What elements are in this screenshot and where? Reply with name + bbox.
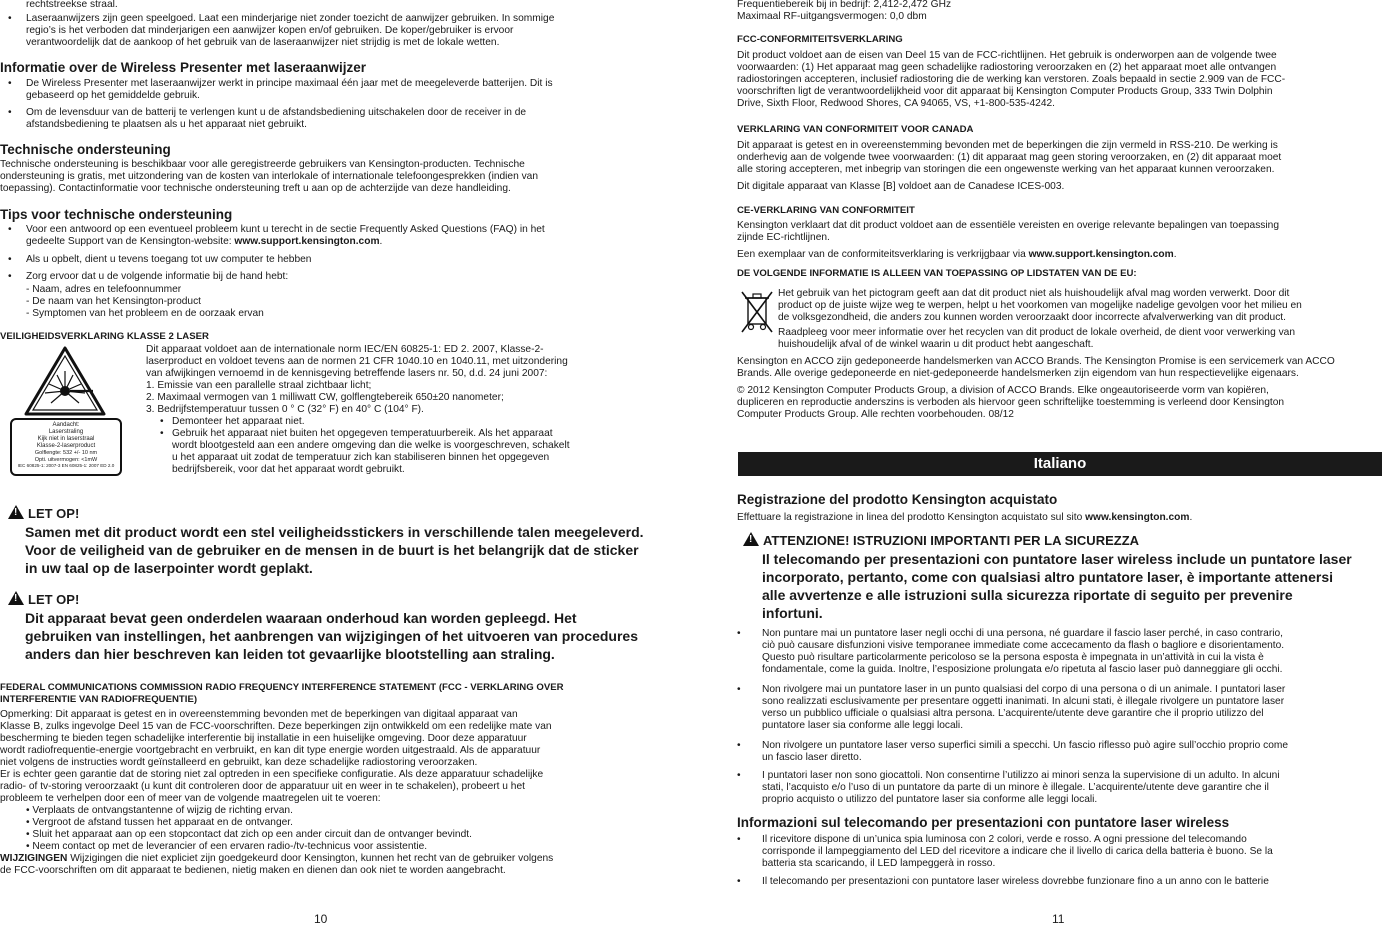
section-heading: VERKLARING VAN CONFORMITEIT VOOR CANADA [737, 124, 974, 135]
text-line: Technische ondersteuning is beschikbaar voor alle geregistreerde gebruikers van Kensington-producten. Technische [0, 159, 525, 170]
text-line: Kensington en ACCO zijn gedeponeerde handelsmerken van ACCO Brands. The Kensington Promise is een servicemerk van ACCO [737, 356, 1335, 367]
text-line: bescherming te bieden tegen schadelijke interferentie bij installatie in een huiselijke omgeving. Door deze apparatuur [0, 733, 527, 744]
text-line: De Wireless Presenter met laseraanwijzer werkt in principe maximaal één jaar met de meegeleverde batterijen. Dit is [26, 78, 553, 89]
warning-text: infortuni. [762, 605, 823, 621]
text-line: bedrijfsbereik, voor dat het apparaat wordt gebruikt. [172, 464, 405, 475]
section-heading: Technische ondersteuning [0, 142, 171, 157]
warning-text: Samen met dit product wordt een stel veiligheidsstickers in verschillende talen meegeleverd. [25, 524, 644, 540]
bullet: • [8, 78, 12, 89]
text-line: alle storing accepteren, met inbegrip van storingen die een ongewenste werking van het apparaat kunnen veroorzaken. [737, 164, 1275, 175]
bullet: • [8, 224, 12, 235]
text-line: Om de levensduur van de batterij te verlengen kunt u de afstandsbediening uitschakelen door de receiver in de [26, 107, 527, 118]
label-line: Laserstraling [48, 429, 84, 435]
section-heading: VEILIGHEIDSVERKLARING KLASSE 2 LASER [0, 331, 209, 342]
text-line: batteria sta scaricando, il LED lampeggerà in rosso. [762, 858, 996, 869]
text-span: WIJZIGINGEN [0, 853, 68, 864]
text-line: wordt radiofrequentie-energie voortgebracht en verbruikt, en kan dit type energie worden uitgestraald. Als de apparatuur [0, 745, 541, 756]
text-line: Dit apparaat voldoet aan de internationale norm IEC/EN 60825-1: ED 2. 2007, Klasse-2- [146, 344, 544, 355]
text-line: Er is echter geen garantie dat de storing niet zal optreden in een specifieke configuratie. Als deze apparatuur schadelijke [0, 769, 544, 780]
warning-title-text: ATTENZIONE! ISTRUZIONI IMPORTANTI PER LA SICUREZZA [763, 533, 1140, 548]
text-line: u het apparaat uit zodat de temperatuur zich kan stabiliseren binnen het opgegeven [172, 452, 550, 463]
text-line: Klasse B, zulks ingevolge Deel 15 van de FCC-voorschriften. Deze beperkingen zijn ontwikkeld om een redelijke mate van [0, 721, 552, 732]
text-line: Non rivolgere mai un puntatore laser in un punto qualsiasi del corpo di una persona o di un animale. I puntatori laser [762, 684, 1286, 695]
text-span: Een exemplaar van de conformiteitsverklaring is verkrijgbaar via [737, 249, 1029, 260]
laser-class-label [10, 418, 122, 476]
text-line: Drive, Sixth Floor, Redwood Shores, CA 94065, VS, +1-800-535-4242. [737, 98, 1055, 109]
text-line: fondamentale, come la guida. Inoltre, l’esposizione prolungata e/o ripetuta al fascio laser può danneggiare gli occhi. [762, 664, 1283, 675]
label-line: Klasse-2-laserproduct [36, 443, 96, 449]
label-line: Golflengte: 532 +/- 10 nm [34, 450, 98, 456]
text-line: Non puntare mai un puntatore laser negli occhi di una persona, né guardare il fascio laser perché, in caso contrario, [762, 628, 1284, 639]
text-line [737, 512, 1192, 524]
text-line: ondersteuning is gratis, met uitzondering van de kosten van interlokale of internationale telefoongesprekken (indien van [0, 171, 539, 182]
text-line: Questo può risultare particolarmente pericoloso se la persona esposta è impegnata in un’attività in cui la vista è [762, 652, 1264, 663]
text-line: sono realizzati esclusivamente per presentare oggetti inanimati. In alcuni stati, è illegale rivolgere un puntatore laser [762, 696, 1285, 707]
warning-text: gebruiken van instellingen, het aanbrengen van wijzigingen of het uitvoeren van procedures [25, 628, 639, 644]
section-heading: CE-VERKLARING VAN CONFORMITEIT [737, 205, 915, 216]
text-span: Effettuare la registrazione in linea del prodotto Kensington acquistato sul sito [737, 512, 1086, 523]
page-number: 10 [314, 912, 328, 926]
bullet: • [8, 271, 12, 282]
text-line: gebaseerd op het gemiddelde gebruik. [26, 90, 200, 101]
text-line: Zorg ervoor dat u de volgende informatie bij de hand hebt: [26, 271, 289, 282]
section-heading: FEDERAL COMMUNICATIONS COMMISSION RADIO FREQUENCY INTERFERENCE STATEMENT (FCC - VERKLARING OVER [0, 682, 564, 693]
bullet: • [737, 834, 741, 845]
text-line: • Verplaats de ontvangstantenne of wijzig de richting ervan. [26, 805, 293, 816]
text-line: probleem te verhelpen door een of meer van de volgende maatregelen uit te voeren: [0, 793, 381, 804]
text-line: Als u opbelt, dient u tevens toegang tot uw computer te hebben [26, 254, 312, 265]
warning-icon [743, 532, 759, 546]
text-line: - Symptomen van het probleem en de oorzaak ervan [26, 308, 264, 319]
text-line: - Naam, adres en telefoonnummer [26, 284, 182, 295]
text-line: zijnde EC-richtlijnen. [737, 232, 830, 243]
text-line: Computer Products Group. Alle rechten voorbehouden. 08/12 [737, 409, 1014, 420]
text-line [26, 236, 382, 248]
warning-title [8, 505, 79, 522]
text-line: Il telecomando per presentazioni con puntatore laser wireless dovrebbe funzionare fino a un anno con le batterie [762, 876, 1269, 887]
bullet: • [737, 740, 741, 751]
section-heading: FCC-CONFORMITEITSVERKLARING [737, 34, 903, 45]
weee-bin-icon [739, 289, 775, 335]
text-line: product op de juiste wijze weg te werpen, helpt u het voorkomen van mogelijke nadelige gevolgen voor het milieu en [778, 300, 1302, 311]
text-line: voorschriften ligt de verantwoordelijkheid voor dit apparaat bij Kensington Computer Products Group, 333 Twin Dolphin [737, 86, 1273, 97]
text-line: radio- of tv-storing veroorzaakt (u kunt dit controleren door de apparatuur uit en weer in te schakelen), probeert u het [0, 781, 525, 792]
text-line: de FCC-voorschriften om dit apparaat te bedienen, nietig maken en dienen dan ook niet te worden aangebracht. [0, 865, 506, 876]
text-line: Demonteer het apparaat niet. [172, 416, 305, 427]
text-line: Dit product voldoet aan de eisen van Deel 15 van de FCC-richtlijnen. Het gebruik is onderworpen aan de volgende twee [737, 50, 1277, 61]
text-line: un fascio laser diretto. [762, 752, 862, 763]
text-line: Voor een antwoord op een eventueel probleem kunt u terecht in de sectie Frequently Asked Questions (FAQ) in het [26, 224, 545, 235]
warning-title-text: LET OP! [28, 592, 80, 607]
text-span: . [1173, 249, 1177, 260]
label-line: Aandacht: [52, 422, 80, 428]
text-line [0, 853, 553, 865]
text-line: ciò può causare disfunzioni visive temporanee immediate come accecamento da flash o bagliore e disorientamento. [762, 640, 1285, 651]
bullet: • [737, 628, 741, 639]
text-line: toepassing). Contactinformatie voor technische ondersteuning treft u aan op de achterzijde van deze handleiding. [0, 183, 511, 194]
warning-title [8, 591, 79, 608]
label-line: Kijk niet in laserstraal [37, 436, 95, 442]
warning-text: alle avvertenze e alle istruzioni sulla sicurezza riportate di seguito per prevenire [762, 587, 1293, 603]
page-left [0, 0, 652, 928]
text-line: • Vergroot de afstand tussen het apparaat en de ontvanger. [26, 817, 293, 828]
text-line: - De naam van het Kensington-product [26, 296, 201, 307]
text-line: radiostoringen accepteren, inclusief radiostoring die de werking kan verstoren. Zoals bepaald in sectie 2.909 van de FCC- [737, 74, 1286, 85]
warning-text: anders dan hier beschreven kan leiden tot gevaarlijke blootstelling aan straling. [25, 646, 555, 662]
text-line: Il ricevitore dispone di un’unica spia luminosa con 2 colori, verde e rosso. A ogni pressione del telecomando [762, 834, 1247, 845]
text-line: de volksgezondheid, die anders zou kunnen worden veroorzaakt door incorrecte afvalverwerking van dit product. [778, 312, 1286, 323]
page-number: 11 [1052, 912, 1065, 926]
text-span: . [1189, 512, 1193, 523]
text-line: I puntatori laser non sono giocattoli. Non consentirne l’utilizzo ai minori senza la supervisione di un adulto. In alcuni [762, 770, 1280, 781]
bullet: • [737, 770, 741, 781]
text-line: rechtstreekse straal. [26, 0, 118, 10]
text-line: Non rivolgere un puntatore laser verso superfici simili a specchi. Un fascio riflesso può agire sull’occhio proprio come [762, 740, 1289, 751]
text-line: proprio acquisto o utilizzo del puntatore laser sia conforme alle leggi locali. [762, 794, 1098, 805]
warning-text: Voor de veiligheid van de gebruiker en de mensen in de buurt is het belangrijk dat de sticker [25, 542, 639, 558]
bullet: • [8, 107, 12, 118]
text-line: puntatore laser sia conforme alle leggi locali. [762, 720, 964, 731]
section-heading: Tips voor technische ondersteuning [0, 207, 233, 222]
text-line: Dit apparaat is getest en in overeenstemming bevonden met de beperkingen die zijn vermeld in RSS-210. De werking is [737, 140, 1278, 151]
text-span: . [379, 236, 383, 247]
text-line: 3. Bedrijfstemperatuur tussen 0 ° C (32° F) en 40° C (104° F). [146, 404, 424, 415]
bullet: • [8, 254, 12, 265]
text-line: Gebruik het apparaat niet buiten het opgegeven temperatuurbereik. Als het apparaat [172, 428, 553, 439]
text-line: wordt blootgesteld aan een andere omgeving dan die welke is voorgeschreven, schakelt [172, 440, 570, 451]
text-line: Brands. Alle overige gedeponeerde en niet-gedeponeerde handelsmerken zijn eigendom van hun respectievelijke eigenaars. [737, 368, 1299, 379]
text-line: Opmerking: Dit apparaat is getest en in overeenstemming bevonden met de beperkingen van digitaal apparaat van [0, 709, 518, 720]
warning-title-text: LET OP! [28, 506, 80, 521]
warning-title [743, 532, 1139, 549]
text-line [737, 249, 1177, 261]
text-line: Frequentiebereik bij in bedrijf: 2,412-2,472 GHz [737, 0, 952, 10]
warning-text: in uw taal op de laserpointer wordt geplakt. [25, 560, 313, 576]
warning-icon [8, 591, 24, 605]
text-line: Kensington verklaart dat dit product voldoet aan de essentiële vereisten en overige relevante bepalingen van toepassing [737, 220, 1279, 231]
text-line: verso un pubblico ufficiale o qualsiasi altra persona. L’acquirente/utente deve garantire che il proprio utilizzo del [762, 708, 1264, 719]
bullet: • [737, 876, 741, 887]
laser-warning-symbol [23, 345, 107, 417]
warning-text: Il telecomando per presentazioni con puntatore laser wireless include un puntatore laser [762, 551, 1352, 567]
text-line: dupliceren en reproductie anderszins is verboden als hiervoor geen schriftelijke toestemming is verleend door Kensington [737, 397, 1285, 408]
text-line: laserproduct en voldoet tevens aan de normen 21 CFR 1040.10 en 1040.11, met uitzondering [146, 356, 568, 367]
text-line: afstandsbediening te plaatsen als u het apparaat niet gebruikt. [26, 119, 307, 130]
text-line: • Neem contact op met de leverancier of een ervaren radio-/tv-technicus voor assistentie. [26, 841, 428, 852]
section-heading: INTERFERENTIE VAN RADIOFREQUENTIE) [0, 694, 198, 705]
warning-icon [8, 505, 24, 519]
section-heading: DE VOLGENDE INFORMATIE IS ALLEEN VAN TOEPASSING OP LIDSTATEN VAN DE EU: [737, 268, 1137, 279]
support-link[interactable]: www.support.kensington.com [1028, 249, 1174, 260]
text-line: Dit digitale apparaat van Klasse [B] voldoet aan de Canadese ICES-003. [737, 181, 1065, 192]
language-section-bar: Italiano [738, 452, 1382, 476]
text-line: 2. Maximaal vermogen van 1 milliwatt CW, golflengtebereik 650±20 nanometer; [146, 392, 504, 403]
text-line: verantwoordelijk dat de aankoop of het gebruik van de laseraanwijzer niet strijdig is met de lokale wetten. [26, 37, 500, 48]
section-heading: Informazioni sul telecomando per presentazioni con puntatore laser wireless [737, 815, 1230, 830]
bullet: • [160, 428, 164, 439]
text-line: corrisponde il lampeggiamento del LED del ricevitore a indicare che il livello di carica della batteria è buono. Se la [762, 846, 1273, 857]
text-span: gedeelte Support van de Kensington-website: [26, 236, 235, 247]
label-line: IEC 60825-1: 2007-3 EN 60825-1: 2007 ED 2.0 [17, 463, 115, 468]
text-line: 1. Emissie van een parallelle straal zichtbaar licht; [146, 380, 372, 391]
text-line: Laseraanwijzers zijn geen speelgoed. Laat een minderjarige niet zonder toezicht de aanwijzer gebruiken. In sommige [26, 13, 555, 24]
warning-text: Dit apparaat bevat geen onderdelen waaraan onderhoud kan worden gepleegd. Het [25, 610, 577, 626]
text-line: Maximaal RF-uitgangsvermogen: 0,0 dbm [737, 11, 927, 22]
laser-icon [23, 345, 107, 417]
text-line: onderhevig aan de volgende twee voorwaarden: (1) dit apparaat mag geen storing veroorzaken, en (2) dit apparaat moet [737, 152, 1282, 163]
text-line: niet volgens de instructies wordt geïnstalleerd en gebruikt, kan deze schadelijke radiostoring veroorzaken. [0, 757, 478, 768]
text-line: van afwijkingen vernoemd in de kennisgeving betreffende lasers nr. 50, d.d. 24 juni 2007: [146, 368, 548, 379]
section-heading: Informatie over de Wireless Presenter met laseraanwijzer [0, 60, 367, 75]
text-line: Raadpleeg voor meer informatie over het recyclen van dit product de lokale overheid, de dient voor verwerking van [778, 327, 1296, 338]
text-line: Het gebruik van het pictogram geeft aan dat dit product niet als huishoudelijk afval mag worden verwerkt. Door dit [778, 288, 1290, 299]
bullet: • [737, 684, 741, 695]
text-span: Wijzigingen die niet expliciet zijn goedgekeurd door Kensington, kunnen het recht van de gebruiker volgens [67, 853, 554, 864]
support-link[interactable]: www.support.kensington.com [234, 236, 380, 247]
warning-text: incorporato, pertanto, come con qualsiasi altro puntatore laser, è importante attenersi [762, 569, 1334, 585]
website-link[interactable]: www.kensington.com [1085, 512, 1190, 523]
text-line: regio’s is het verboden dat minderjarigen een aanwijzer kopen en/of gebruiken. De koper/gebruiker is ervoor [26, 25, 514, 36]
text-line: huishoudelijk afval of de winkel waarin u dit product hebt aangeschaft. [778, 339, 1094, 350]
text-line: stati, l’acquisto e/o l’uso di un puntatore da parte di un minore è illegale. L’acquirente/utente deve garantire che il [762, 782, 1269, 793]
section-heading: Registrazione del prodotto Kensington acquistato [737, 492, 1058, 507]
text-line: • Sluit het apparaat aan op een stopcontact dat zich op een ander circuit dan de ontvanger bevindt. [26, 829, 472, 840]
label-line: Opti. uitvermogen: <1mW [34, 456, 98, 463]
text-line: voorwaarden: (1) Het apparaat mag geen schadelijke radiostoring veroorzaken en (2) het apparaat moet alle ontvangen [737, 62, 1277, 73]
bullet: • [160, 416, 164, 427]
bullet: • [8, 13, 12, 24]
text-line: © 2012 Kensington Computer Products Group, a division of ACCO Brands. Elke ongeautoriseerde vorm van kopiëren, [737, 385, 1269, 396]
